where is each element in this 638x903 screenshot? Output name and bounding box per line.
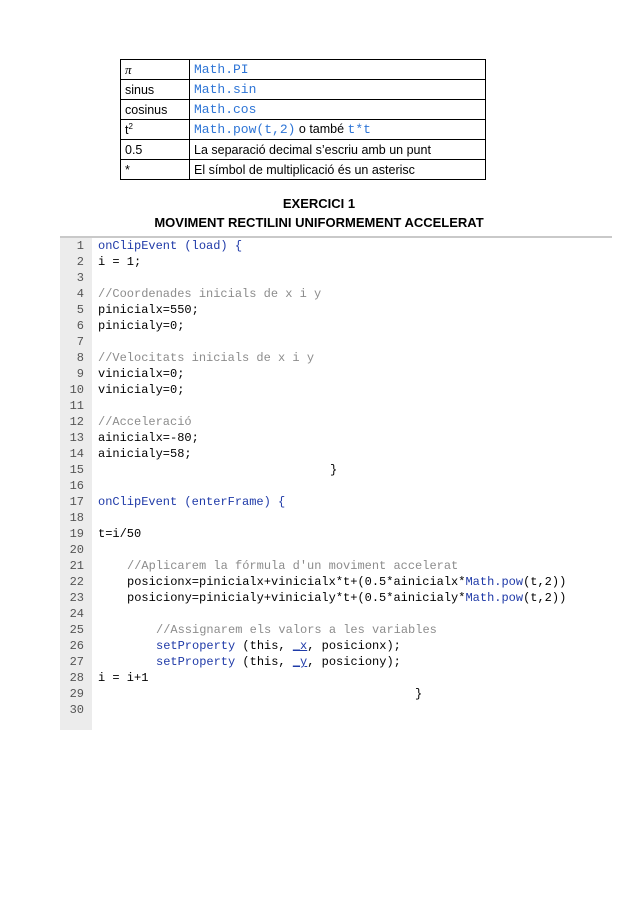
term-exponent: 2 <box>128 121 133 131</box>
line-number: 14 <box>69 447 84 461</box>
code-line <box>60 318 612 334</box>
line-number: 21 <box>69 559 84 573</box>
term-cell: π <box>121 60 190 80</box>
line-number: 12 <box>69 415 84 429</box>
code-text: } <box>415 687 423 701</box>
description-cell: La separació decimal s’escriu amb un punt <box>190 140 486 160</box>
line-number: 13 <box>69 431 84 445</box>
code-line <box>60 238 612 254</box>
line-number: 2 <box>76 255 84 269</box>
code-text <box>156 654 401 670</box>
code-text <box>98 494 285 510</box>
code-text <box>98 238 242 254</box>
line-number: 27 <box>69 655 84 669</box>
line-number: 28 <box>69 671 84 685</box>
code-line <box>60 574 612 590</box>
line-number: 30 <box>69 703 84 717</box>
code-keyword: Math.pow <box>465 591 524 605</box>
table-row <box>121 160 486 180</box>
code-line <box>60 510 612 526</box>
line-number: 29 <box>69 687 84 701</box>
code-text: vinicialy=0; <box>98 383 185 397</box>
code-note: o també <box>295 122 348 136</box>
code-cell: Math.PI <box>190 60 486 80</box>
code-comment: //Velocitats inicials de x i y <box>98 351 315 365</box>
code-line <box>60 558 612 574</box>
code-token: (t,2)) <box>523 591 567 605</box>
code-line <box>60 590 612 606</box>
code-line <box>60 654 612 670</box>
code-text <box>127 590 566 606</box>
code-token: posiciony=pinicialy+vinicialy*t+(0.5*ainicialy* <box>127 591 466 605</box>
line-number: 15 <box>69 463 84 477</box>
code-token: (t,2)) <box>523 575 567 589</box>
term-cell: sinus <box>121 80 190 100</box>
code-line <box>60 414 612 430</box>
line-number: 7 <box>76 335 84 349</box>
code-text: pinicialx=550; <box>98 303 199 317</box>
code-token: (load) { <box>177 239 243 253</box>
line-number: 18 <box>69 511 84 525</box>
term-cell: * <box>121 160 190 180</box>
line-number: 24 <box>69 607 84 621</box>
code-line <box>60 334 612 350</box>
code-line <box>60 702 612 718</box>
code-comment: //Coordenades inicials de x i y <box>98 287 322 301</box>
table-row <box>121 140 486 160</box>
reference-table <box>120 59 486 180</box>
code-keyword: onClipEvent <box>98 239 178 253</box>
line-number: 9 <box>76 367 84 381</box>
code-text <box>127 574 566 590</box>
term-cell <box>121 120 190 140</box>
line-number: 16 <box>69 479 84 493</box>
code-token: (this, <box>235 655 293 669</box>
line-number: 25 <box>69 623 84 637</box>
table-row <box>121 120 486 140</box>
term-cell: 0.5 <box>121 140 190 160</box>
code-text: t=i/50 <box>98 527 142 541</box>
code-text <box>156 638 401 654</box>
code-keyword: Math.pow <box>465 575 524 589</box>
term-cell: cosinus <box>121 100 190 120</box>
code-comment: //Aplicarem la fórmula d'un moviment accelerat <box>127 559 459 573</box>
line-number: 26 <box>69 639 84 653</box>
line-number: 4 <box>76 287 84 301</box>
code-line <box>60 638 612 654</box>
code-text: i = 1; <box>98 255 142 269</box>
code-line <box>60 606 612 622</box>
code-property: _x <box>292 639 308 653</box>
code-line <box>60 398 612 414</box>
code-line <box>60 270 612 286</box>
code-text: i = i+1 <box>98 671 149 685</box>
code-line <box>60 430 612 446</box>
code-value: Math.pow(t,2) <box>194 122 296 137</box>
code-comment: //Acceleració <box>98 415 192 429</box>
line-number: 1 <box>76 239 84 253</box>
line-number: 3 <box>76 271 84 285</box>
description-cell: El símbol de multiplicació és un asterisc <box>190 160 486 180</box>
code-text: } <box>330 463 338 477</box>
code-token: , posiciony); <box>307 655 401 669</box>
code-line <box>60 670 612 686</box>
code-comment: //Assignarem els valors a les variables <box>156 623 437 637</box>
code-line <box>60 446 612 462</box>
code-line <box>60 350 612 366</box>
code-cell: Math.cos <box>190 100 486 120</box>
code-keyword: setProperty <box>156 655 236 669</box>
code-property: _y <box>292 655 308 669</box>
code-token: , posicionx); <box>307 639 401 653</box>
code-text: ainicialy=58; <box>98 447 192 461</box>
code-cell: Math.sin <box>190 80 486 100</box>
line-number: 17 <box>69 495 84 509</box>
code-editor <box>60 236 612 730</box>
line-number: 6 <box>76 319 84 333</box>
code-alt: t*t <box>347 122 371 137</box>
code-line <box>60 254 612 270</box>
code-keyword: onClipEvent <box>98 495 178 509</box>
code-line <box>60 542 612 558</box>
code-line <box>60 478 612 494</box>
exercise-number: EXERCICI 1 <box>282 196 356 211</box>
code-line <box>60 622 612 638</box>
code-text: pinicialy=0; <box>98 319 185 333</box>
code-line <box>60 462 612 478</box>
line-number: 20 <box>69 543 84 557</box>
line-number: 23 <box>69 591 84 605</box>
code-line <box>60 526 612 542</box>
code-line <box>60 366 612 382</box>
code-line <box>60 494 612 510</box>
code-keyword: setProperty <box>156 639 236 653</box>
line-number: 8 <box>76 351 84 365</box>
line-number: 5 <box>76 303 84 317</box>
exercise-title: MOVIMENT RECTILINI UNIFORMEMENT ACCELERAT <box>154 215 484 230</box>
code-line <box>60 302 612 318</box>
code-token: posicionx=pinicialx+vinicialx*t+(0.5*ainicialx* <box>127 575 466 589</box>
code-cell <box>190 120 486 140</box>
code-token: (this, <box>235 639 293 653</box>
code-token: (enterFrame) { <box>177 495 286 509</box>
term-base: t <box>125 122 129 137</box>
line-number: 19 <box>69 527 84 541</box>
table-row <box>121 60 486 80</box>
line-number: 11 <box>69 399 84 413</box>
table-row <box>121 100 486 120</box>
line-number: 22 <box>69 575 84 589</box>
code-line <box>60 286 612 302</box>
code-line <box>60 382 612 398</box>
table-row <box>121 80 486 100</box>
code-text: vinicialx=0; <box>98 367 185 381</box>
code-line <box>60 686 612 702</box>
code-text: ainicialx=-80; <box>98 431 199 445</box>
line-number: 10 <box>69 383 84 397</box>
